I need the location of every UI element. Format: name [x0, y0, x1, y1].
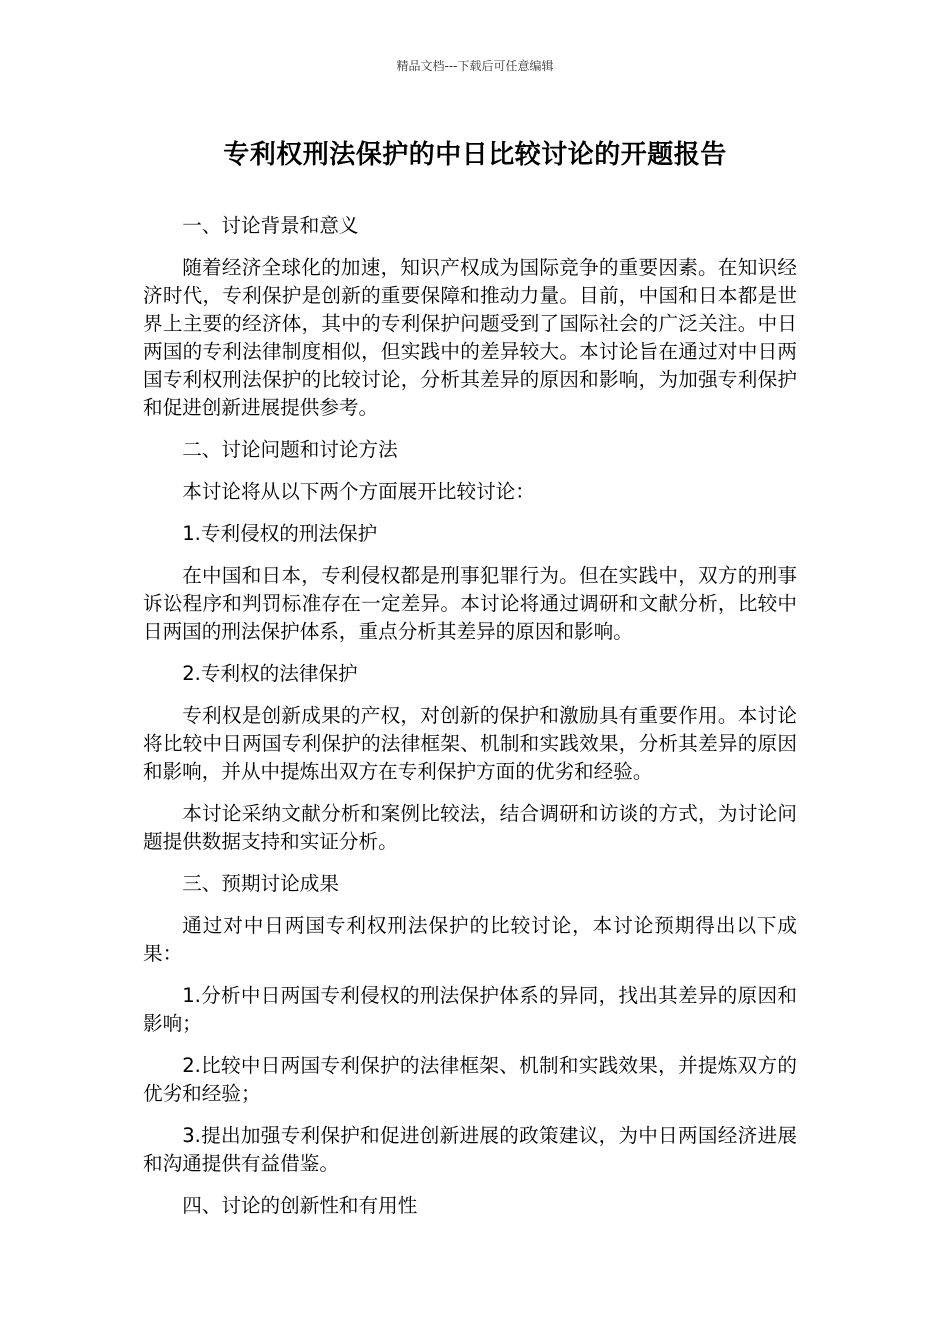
body-paragraph: 专利权是创新成果的产权，对创新的保护和激励具有重要作用。本讨论将比较中日两国专利保护的法律框架、机制和实践效果，分析其差异的原因和影响，并从中提炼出双方在专利保护方面的优劣和经验。: [143, 704, 797, 783]
body-paragraph: 通过对中日两国专利权刑法保护的比较讨论，本讨论预期得出以下成果：: [143, 914, 797, 965]
subsection-heading: 1.专利侵权的刑法保护: [182, 522, 378, 545]
section-heading-3: 三、预期讨论成果: [182, 872, 339, 895]
list-item: 1.分析中日两国专利侵权的刑法保护体系的异同，找出其差异的原因和影响；: [143, 984, 797, 1035]
body-paragraph: 本讨论采纳文献分析和案例比较法，结合调研和访谈的方式，为讨论问题提供数据支持和实证分析。: [143, 802, 797, 853]
section-heading-2: 二、讨论问题和讨论方法: [182, 438, 398, 461]
body-paragraph: 本讨论将从以下两个方面展开比较讨论：: [182, 480, 535, 503]
body-paragraph: 在中国和日本，专利侵权都是刑事犯罪行为。但在实践中，双方的刑事诉讼程序和判罚标准存在一定差异。本讨论将通过调研和文献分析，比较中日两国的刑法保护体系，重点分析其差异的原因和影响。: [143, 564, 797, 643]
subsection-heading: 2.专利权的法律保护: [182, 662, 358, 685]
section-heading-1: 一、讨论背景和意义: [182, 214, 359, 237]
list-item: 2.比较中日两国专利保护的法律框架、机制和实践效果，并提炼双方的优劣和经验；: [143, 1054, 797, 1105]
document-title: 专利权刑法保护的中日比较讨论的开题报告: [223, 140, 727, 170]
document-body: [143, 212, 797, 1234]
header-note: 精品文档---下载后可任意编辑: [396, 59, 554, 73]
body-paragraph: 随着经济全球化的加速，知识产权成为国际竞争的重要因素。在知识经济时代，专利保护是创新的重要保障和推动力量。目前，中国和日本都是世界上主要的经济体，其中的专利保护问题受到了国际社会的广泛关注。中日两国的专利法律制度相似，但实践中的差异较大。本讨论旨在通过对中日两国专利权刑法保护的比较讨论，分析其差异的原因和影响，为加强专利保护和促进创新进展提供参考。: [143, 256, 797, 419]
list-item: 3.提出加强专利保护和促进创新进展的政策建议，为中日两国经济进展和沟通提供有益借鉴。: [143, 1124, 797, 1175]
section-heading-4: 四、讨论的创新性和有用性: [182, 1194, 418, 1217]
